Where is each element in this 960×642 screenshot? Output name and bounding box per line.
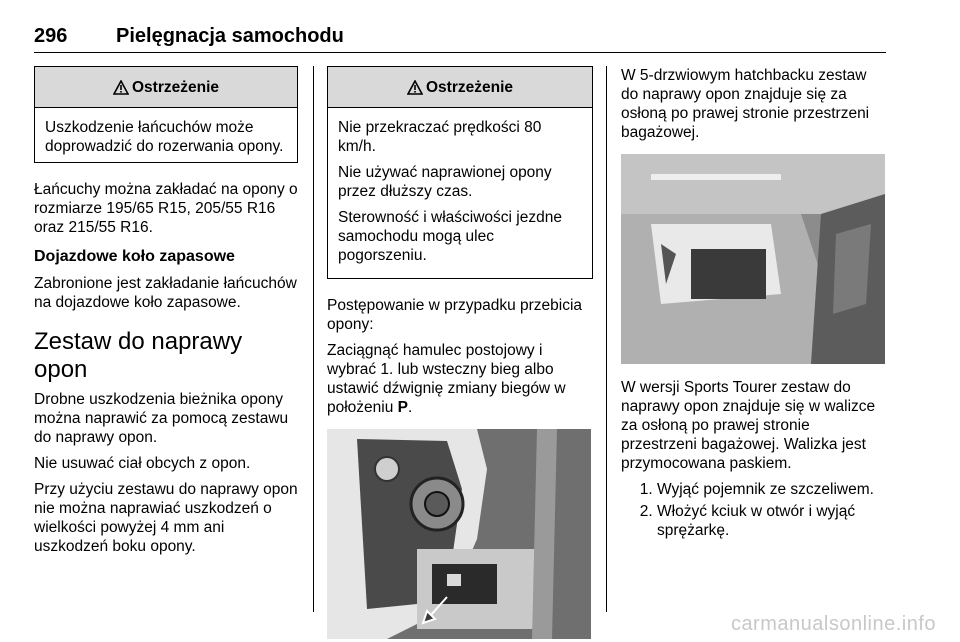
paragraph-hatchback: W 5-drzwiowym hatchbacku zestaw do naprawy opon znajduje się za osłoną po prawej stronie przestrzeni bagażowej. — [621, 67, 870, 141]
section-title-repair-kit: Zestaw do naprawy opon — [34, 328, 243, 383]
warning-title: Ostrzeżenie — [131, 78, 219, 96]
warning-body — [328, 108, 592, 278]
paragraph-sports-tourer: W wersji Sports Tourer zestaw do naprawy opon znajduje się w walizce za osłoną po prawej stronie przestrzeni bagażowej. Walizka jest przymocowana paskiem. — [621, 379, 876, 472]
column-divider — [313, 66, 314, 612]
warning-icon — [113, 80, 129, 95]
warning-icon — [407, 80, 423, 95]
column-divider — [606, 66, 607, 612]
column-3 — [621, 66, 887, 543]
list-item: 2. Włożyć kciuk w otwór i wyjąć sprężarkę. — [657, 502, 887, 540]
page-header — [34, 22, 886, 53]
column-1 — [34, 66, 298, 563]
repair-kit-box — [691, 249, 766, 299]
sentence-end: . — [408, 399, 413, 416]
paragraph-parking-brake — [327, 341, 593, 417]
page-number: 296 — [34, 25, 68, 47]
column-2 — [327, 66, 593, 639]
paragraph-chain-sizes: Łańcuchy można zakładać na opony o rozmiarze 195/65 R15, 205/55 R16 oraz 215/55 R16. — [34, 181, 298, 236]
warning-line-speed: Nie przekraczać prędkości 80 km/h. — [338, 119, 542, 155]
warning-line-duration: Nie używać naprawionej opony przez dłuższy czas. — [338, 164, 552, 200]
parking-brake-text: Zaciągnąć hamulec postojowy i wybrać 1. lub wsteczny bieg albo ustawić dźwignię zmiany biegów w położeniu — [327, 342, 566, 416]
list-item: 1. Wyjąć pojemnik ze szczeliwem. — [657, 480, 887, 499]
warning-title: Ostrzeżenie — [425, 78, 513, 96]
warning-header — [328, 67, 592, 108]
watermark: carmanualsonline.info — [730, 613, 936, 635]
photo-repair-kit-compartment — [327, 429, 591, 639]
warning-header — [35, 67, 297, 108]
warning-text: Uszkodzenie łańcuchów może doprowadzić do rozerwania opony. — [45, 119, 284, 155]
repair-kit-box — [432, 564, 497, 604]
paragraph-procedure: Postępowanie w przypadku przebicia opony: — [327, 297, 583, 333]
steps-list — [621, 480, 887, 540]
paragraph-spare-wheel: Zabronione jest zakładanie łańcuchów na dojazdowe koło zapasowe. — [34, 275, 297, 311]
paragraph-repair-1: Drobne uszkodzenia bieżnika opony można naprawić za pomocą zestawu do naprawy opon. — [34, 391, 289, 446]
photo-hatchback-trunk — [621, 154, 885, 364]
warning-box-speed — [327, 66, 593, 279]
compartment-illustration — [327, 429, 591, 639]
warning-box-chains — [34, 66, 298, 163]
paragraph-repair-3: Przy użyciu zestawu do naprawy opon nie można naprawiać uszkodzeń o wielkości powyżej 4 mm ani uszkodzeń boku opony. — [34, 481, 298, 555]
paragraph-repair-2: Nie usuwać ciał obcych z opon. — [34, 455, 251, 472]
trunk-illustration — [621, 154, 885, 364]
heading-spare-wheel: Dojazdowe koło zapasowe — [34, 248, 235, 265]
warning-line-handling: Sterowność i właściwości jezdne samochodu mogą ulec pogorszeniu. — [338, 209, 562, 264]
gear-position-p: P — [397, 399, 409, 416]
chapter-title: Pielęgnacja samochodu — [116, 25, 344, 47]
